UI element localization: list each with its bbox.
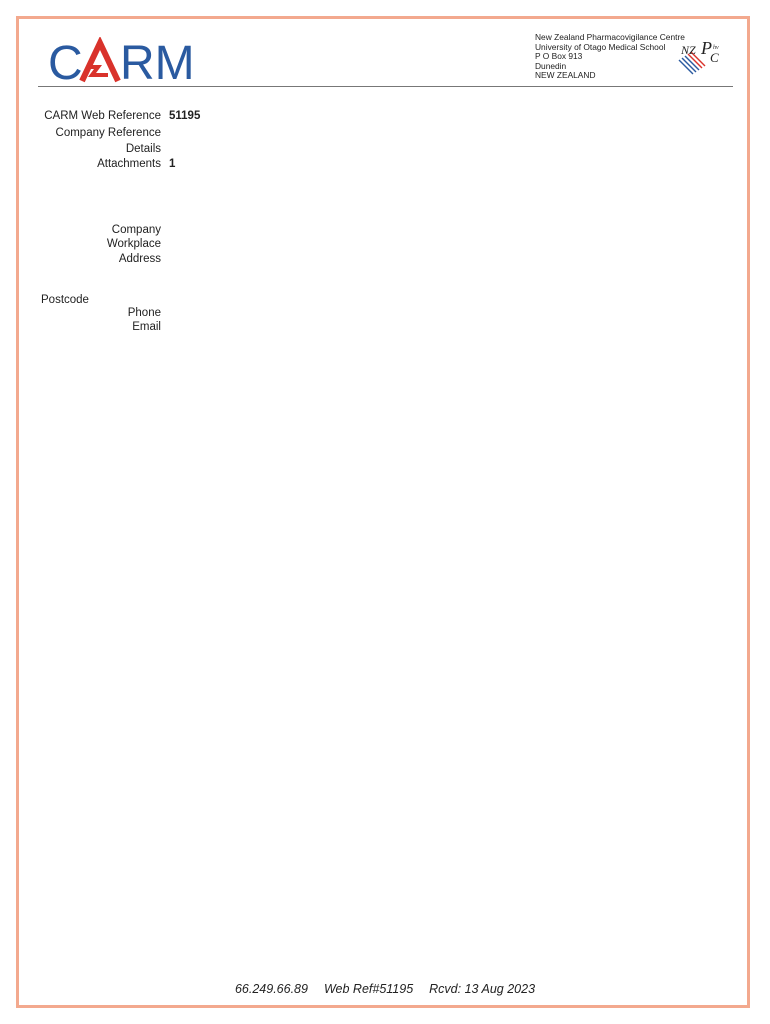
svg-text:hv: hv bbox=[713, 45, 719, 51]
attachments-value: 1 bbox=[169, 158, 176, 170]
header-divider bbox=[38, 86, 733, 87]
footer bbox=[0, 982, 770, 996]
svg-text:NZ: NZ bbox=[681, 43, 696, 57]
address-line: Dunedin bbox=[535, 60, 567, 71]
address-line: NEW ZEALAND bbox=[535, 70, 596, 81]
attachments-label: Attachments bbox=[97, 158, 161, 170]
footer-web-ref: Web Ref#51195 bbox=[323, 982, 414, 996]
carm-logo bbox=[48, 37, 213, 85]
svg-text:C: C bbox=[710, 50, 719, 65]
phone-label: Phone bbox=[127, 307, 161, 319]
workplace-label: Workplace bbox=[106, 238, 161, 250]
organisation-address bbox=[535, 33, 685, 81]
company-label: Company bbox=[111, 224, 161, 236]
nzpc-logo bbox=[677, 38, 727, 78]
footer-received: Rcvd: 13 Aug 2023 bbox=[429, 982, 536, 996]
address-line: New Zealand Pharmacovigilance Centre bbox=[535, 32, 685, 42]
logo-letters-rm: RM bbox=[120, 37, 195, 85]
logo-letter-c: C bbox=[48, 37, 83, 85]
footer-ip: 66.249.66.89 bbox=[234, 982, 308, 996]
svg-text:P: P bbox=[701, 38, 712, 58]
address-label: Address bbox=[118, 253, 161, 265]
details-label: Details bbox=[125, 143, 161, 155]
company-reference-label: Company Reference bbox=[55, 127, 161, 139]
carm-web-reference-label: CARM Web Reference bbox=[44, 110, 161, 122]
address-line: P O Box 913 bbox=[535, 51, 583, 62]
email-label: Email bbox=[132, 321, 161, 333]
carm-web-reference-value: 51195 bbox=[169, 110, 201, 122]
address-line: University of Otago Medical School bbox=[535, 41, 666, 52]
postcode-label: Postcode bbox=[41, 294, 89, 306]
